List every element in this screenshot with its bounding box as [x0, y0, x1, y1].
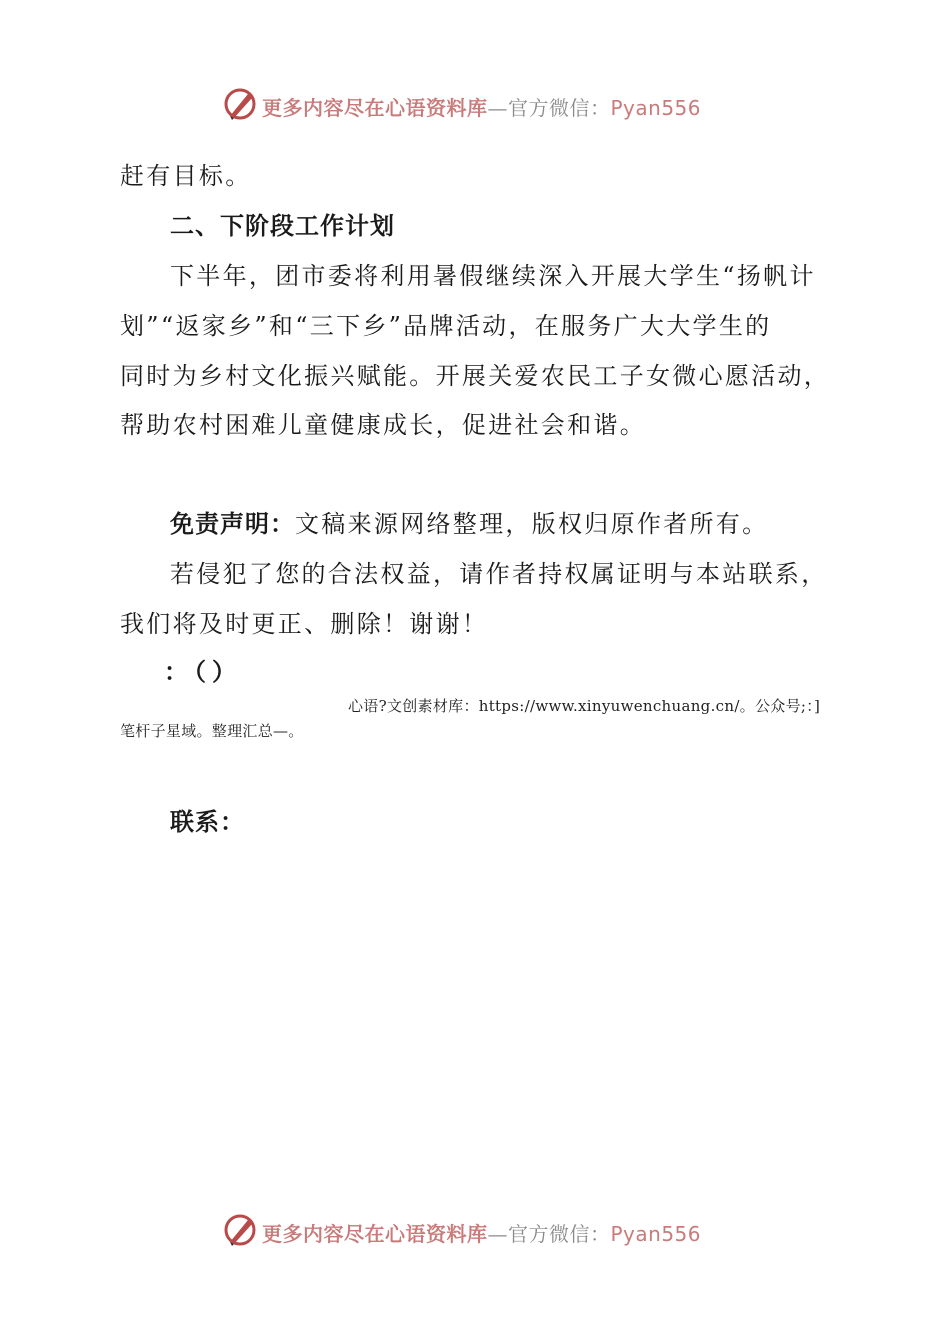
- watermark-site-name: 更多内容尽在心语资料库: [262, 96, 488, 120]
- watermark-site-name: 更多内容尽在心语资料库: [262, 1222, 488, 1246]
- source-line: 心语?文创素材库：https://www.xinyuwenchuang.cn/。公众号;：]: [348, 697, 821, 715]
- section-heading: 二、下阶段工作计划: [170, 212, 395, 240]
- disclaimer-line-2: 若侵犯了您的合法权益，请作者持权属证明与本站联系，: [170, 560, 828, 588]
- watermark-text: [262, 92, 701, 121]
- source-line-2: 笔杆子星域。整理汇总—。: [120, 722, 304, 740]
- footer-watermark: [0, 1212, 950, 1252]
- paragraph-line-3: 同时为乡村文化振兴赋能。开展关爱农民工子女微心愿活动，: [120, 362, 831, 390]
- disclaimer-line-1: [170, 504, 768, 539]
- colon-paren-line: ：（）: [164, 658, 242, 686]
- watermark-wechat-id: Pyan556: [610, 96, 702, 120]
- disclaimer-label: 免责声明：: [170, 510, 295, 538]
- disclaimer-text-1: 文稿来源网络整理，版权归原作者所有。: [295, 510, 769, 538]
- watermark-wechat-id: Pyan556: [610, 1222, 702, 1246]
- paragraph-line-4: 帮助农村困难儿童健康成长，促进社会和谐。: [120, 411, 646, 439]
- watermark-text: [262, 1218, 701, 1247]
- watermark-wechat-label: —官方微信：: [487, 1222, 611, 1246]
- paragraph-line-1: 下半年，团市委将利用暑假继续深入开展大学生“扬帆计: [170, 262, 816, 290]
- contact-label: 联系：: [170, 808, 245, 836]
- body-line-1: 赶有目标。: [120, 162, 252, 190]
- paragraph-line-2: 划”“返家乡”和“三下乡”品牌活动，在服务广大大学生的: [120, 312, 772, 340]
- pen-logo-icon: [222, 86, 258, 122]
- header-watermark: [0, 86, 950, 126]
- watermark-wechat-label: —官方微信：: [487, 96, 611, 120]
- disclaimer-line-3: 我们将及时更正、删除！谢谢！: [120, 610, 489, 638]
- pen-logo-icon: [222, 1212, 258, 1248]
